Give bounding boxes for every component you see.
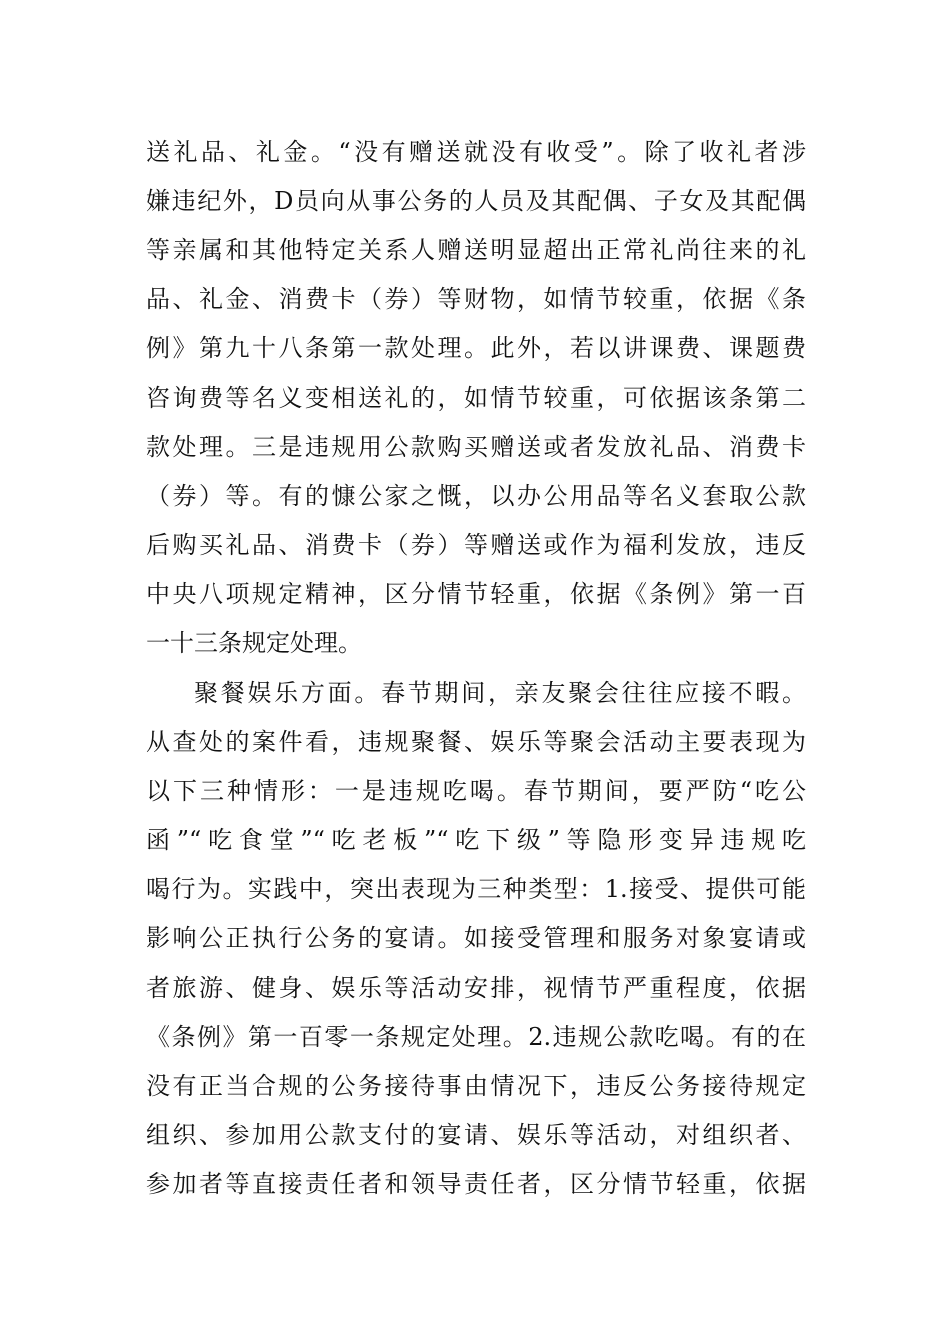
text-line-3: 等亲属和其他特定关系人赠送明显超出正常礼尚往来的礼 [146, 236, 806, 264]
text-line-17: 影响公正执行公务的宴请。如接受管理和服务对象宴请或 [146, 924, 806, 952]
text-line-11: 一十三条规定处理。 [146, 629, 362, 657]
text-line-20: 没有正当合规的公务接待事由情况下，违反公务接待规定 [146, 1072, 806, 1100]
text-line-9: 后购买礼品、消费卡（券）等赠送或作为福利发放，违反 [146, 531, 806, 559]
text-line-12: 聚餐娱乐方面。春节期间，亲友聚会往往应接不暇。 [194, 679, 806, 707]
text-line-5: 例》第九十八条第一款处理。此外，若以讲课费、课题费 [146, 334, 806, 362]
text-line-4: 品、礼金、消费卡（券）等财物，如情节较重，依据《条 [146, 285, 806, 313]
text-line-22: 参加者等直接责任者和领导责任者，区分情节轻重，依据 [146, 1170, 806, 1198]
text-line-13: 从查处的案件看，违规聚餐、娱乐等聚会活动主要表现为 [146, 728, 806, 756]
text-line-2: 嫌违纪外，D员向从事公务的人员及其配偶、子女及其配偶 [146, 187, 806, 215]
text-line-14: 以下三种情形：一是违规吃喝。春节期间，要严防“吃公 [146, 777, 806, 805]
text-line-6: 咨询费等名义变相送礼的，如情节较重，可依据该条第二 [146, 384, 806, 412]
text-line-8: （券）等。有的慷公家之慨，以办公用品等名义套取公款 [146, 482, 806, 510]
text-line-1: 送礼品、礼金。“没有赠送就没有收受”。除了收礼者涉 [146, 138, 806, 166]
text-line-10: 中央八项规定精神，区分情节轻重，依据《条例》第一百 [146, 580, 806, 608]
text-line-7: 款处理。三是违规用公款购买赠送或者发放礼品、消费卡 [146, 433, 806, 461]
text-line-16: 喝行为。实践中，突出表现为三种类型：1.接受、提供可能 [146, 875, 806, 903]
text-line-18: 者旅游、健身、娱乐等活动安排，视情节严重程度，依据 [146, 974, 806, 1002]
text-line-21: 组织、参加用公款支付的宴请、娱乐等活动，对组织者、 [146, 1121, 806, 1149]
text-line-19: 《条例》第一百零一条规定处理。2.违规公款吃喝。有的在 [146, 1023, 806, 1051]
text-line-15: 函”“吃食堂”“吃老板”“吃下级”等隐形变异违规吃 [146, 826, 806, 854]
